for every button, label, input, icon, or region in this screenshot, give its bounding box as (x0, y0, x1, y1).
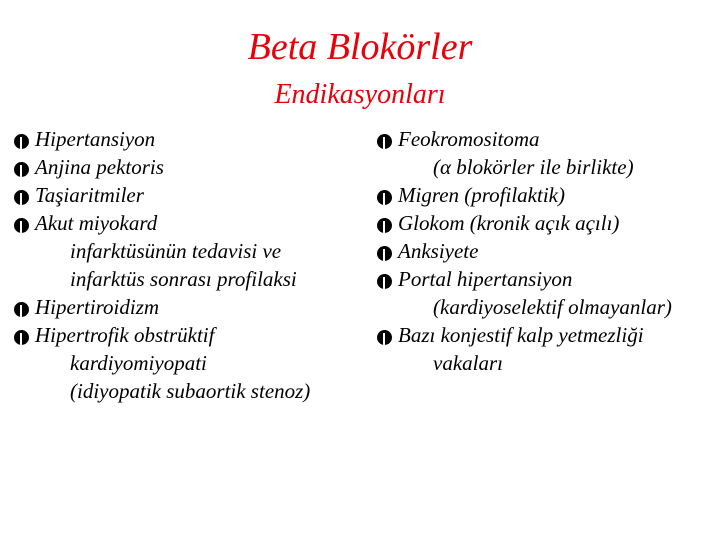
slide-subtitle: Endikasyonları (274, 79, 446, 110)
circle-bullet-icon (377, 190, 392, 205)
list-item (14, 125, 360, 153)
circle-bullet-icon (14, 302, 29, 317)
left-bullet-list (14, 125, 360, 405)
list-item-text: Glokom (kronik açık açılı) (398, 211, 620, 235)
list-item (377, 125, 717, 181)
list-item (14, 209, 360, 293)
circle-bullet-icon (14, 330, 29, 345)
list-item-text: Feokromositoma (398, 127, 540, 151)
list-item-text: Bazı konjestif kalp yetmezliği (398, 323, 644, 347)
circle-bullet-icon (14, 218, 29, 233)
list-item-text: (idiyopatik subaortik stenoz) (70, 379, 311, 403)
list-item-text: Hipertiroidizm (35, 295, 160, 319)
list-item (14, 153, 360, 181)
circle-bullet-icon (377, 330, 392, 345)
list-item (377, 265, 717, 321)
slide-title: Beta Blokörler (247, 26, 473, 68)
list-item-text: infarktüsünün tedavisi ve (70, 239, 282, 263)
list-item-text: Anjina pektoris (35, 155, 164, 179)
list-item (14, 321, 360, 405)
list-item (14, 293, 360, 321)
list-item (377, 209, 717, 237)
list-item (14, 181, 360, 209)
list-item-text: Anksiyete (398, 239, 479, 263)
circle-bullet-icon (14, 162, 29, 177)
list-item-text: (kardiyoselektif olmayanlar) (433, 295, 672, 319)
circle-bullet-icon (14, 134, 29, 149)
circle-bullet-icon (377, 246, 392, 261)
list-item (377, 321, 717, 377)
circle-bullet-icon (377, 274, 392, 289)
list-item-text: kardiyomiyopati (70, 351, 207, 375)
list-item-text: Migren (profilaktik) (398, 183, 565, 207)
list-item-text: Akut miyokard (35, 211, 158, 235)
list-item-text: Taşiaritmiler (35, 183, 144, 207)
list-item-text: (α blokörler ile birlikte) (433, 155, 634, 179)
circle-bullet-icon (14, 190, 29, 205)
list-item-text: infarktüs sonrası profilaksi (70, 267, 297, 291)
circle-bullet-icon (377, 134, 392, 149)
right-bullet-list (377, 125, 717, 377)
list-item-text: Hipertansiyon (35, 127, 156, 151)
list-item-text: vakaları (433, 351, 503, 375)
list-item-text: Portal hipertansiyon (398, 267, 573, 291)
list-item (377, 181, 717, 209)
list-item-text: Hipertrofik obstrüktif (35, 323, 215, 347)
list-item (377, 237, 717, 265)
circle-bullet-icon (377, 218, 392, 233)
